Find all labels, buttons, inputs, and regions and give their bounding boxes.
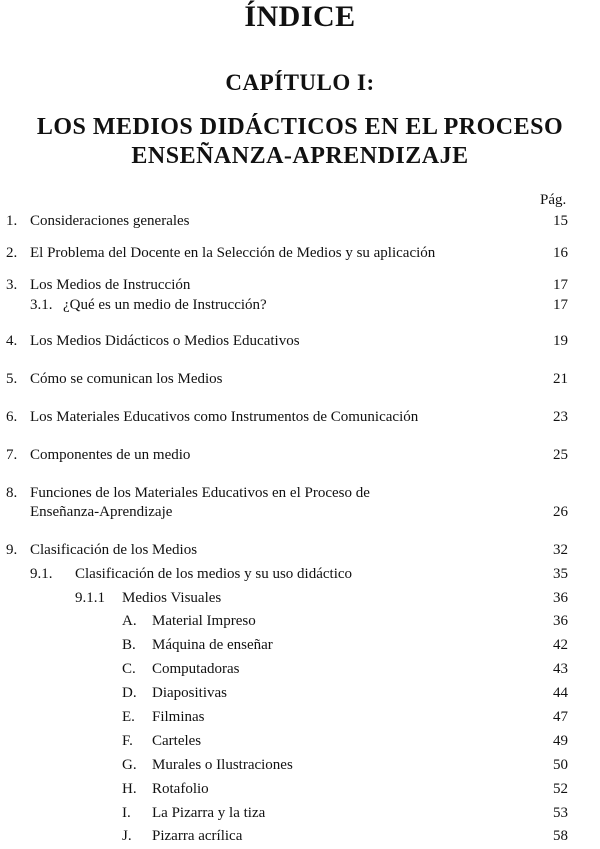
toc-entry (0, 296, 600, 316)
toc-entry-page: 23 (553, 409, 568, 425)
toc-entry (0, 827, 600, 847)
toc-entry-page: 25 (553, 447, 568, 463)
toc-entry-title: Pizarra acrílica (152, 828, 243, 844)
toc-entry-page: 44 (553, 685, 568, 701)
toc-entry-number: 3. (6, 277, 18, 293)
toc-entry-page: 21 (553, 371, 568, 387)
toc-entry-page: 15 (553, 213, 568, 229)
toc-entry-title: Filminas (152, 709, 205, 725)
toc-entry (0, 684, 600, 704)
toc-entry-title: Computadoras (152, 661, 240, 677)
toc-entry-number: E. (122, 709, 135, 725)
toc-entry (0, 589, 600, 609)
toc-entry-page: 26 (553, 504, 568, 520)
toc-entry-page: 47 (553, 709, 568, 725)
toc-entry (0, 756, 600, 776)
toc-entry (0, 565, 600, 585)
toc-entry-number: B. (122, 637, 136, 653)
toc-entry-number: 7. (6, 447, 18, 463)
toc-entry-number: 9. (6, 542, 18, 558)
toc-entry-page: 17 (553, 297, 568, 313)
index-title: ÍNDICE (244, 0, 356, 33)
toc-entry-title: Los Medios de Instrucción (30, 277, 191, 293)
toc-entry-page: 35 (553, 566, 568, 582)
chapter-label: CAPÍTULO I: (225, 70, 375, 95)
toc-entry-number: 3.1. (30, 297, 53, 313)
toc-entry (0, 780, 600, 800)
toc-entry (0, 612, 600, 632)
toc-entry-number: A. (122, 613, 137, 629)
toc-entry (0, 804, 600, 824)
toc-entry-number: 4. (6, 333, 18, 349)
toc-entry-title: Medios Visuales (122, 590, 222, 606)
toc-entry-title: Material Impreso (152, 613, 256, 629)
toc-entry (0, 541, 600, 561)
toc-entry-title: Los Medios Didácticos o Medios Educativos (30, 333, 300, 349)
toc-entry-number: 6. (6, 409, 18, 425)
toc-entry (0, 732, 600, 752)
toc-entry-title: Máquina de enseñar (152, 637, 273, 653)
toc-entry-title: Clasificación de los Medios (30, 542, 198, 558)
toc-entry (0, 636, 600, 656)
toc-entry-title: Cómo se comunican los Medios (30, 371, 223, 387)
toc-entry-title: ¿Qué es un medio de Instrucción? (63, 297, 267, 313)
toc-entry-title: Murales o Ilustraciones (152, 757, 293, 773)
toc-entry-title: La Pizarra y la tiza (152, 805, 266, 821)
toc-entry-page: 50 (553, 757, 568, 773)
toc-entry-title: Rotafolio (152, 781, 209, 797)
toc-entry (0, 446, 600, 466)
toc-entry-title: Consideraciones generales (30, 213, 190, 229)
toc-entry-number: 9.1.1 (75, 590, 105, 606)
toc-entry-title: Los Materiales Educativos como Instrumentos de Comunicación (30, 409, 419, 425)
toc-entry-title: Componentes de un medio (30, 447, 191, 463)
toc-entry-page: 42 (553, 637, 568, 653)
toc-entry (0, 484, 600, 524)
toc-entry (0, 212, 600, 232)
chapter-title-line1: LOS MEDIOS DIDÁCTICOS EN EL PROCESO (36, 114, 564, 140)
toc-entry-title: Diapositivas (152, 685, 227, 701)
toc-entry-number: 8. (6, 485, 18, 501)
toc-entry-page: 43 (553, 661, 568, 677)
toc-entry-title: Funciones de los Materiales Educativos en el Proceso de (30, 485, 370, 501)
toc-entry (0, 370, 600, 390)
toc-entry-number: C. (122, 661, 136, 677)
toc-entry-title: Clasificación de los medios y su uso didáctico (75, 566, 353, 582)
page-column-label: Pág. (540, 192, 567, 208)
toc-entry-page: 32 (553, 542, 568, 558)
toc-entry-title: Carteles (152, 733, 202, 749)
toc-entry-number: H. (122, 781, 137, 797)
toc-entry (0, 244, 600, 264)
toc-entry (0, 708, 600, 728)
chapter-title-line2: ENSEÑANZA-APRENDIZAJE (131, 143, 469, 169)
toc-entry-number: D. (122, 685, 137, 701)
toc-entry-page: 19 (553, 333, 568, 349)
toc-entry-page: 49 (553, 733, 568, 749)
toc-entry-title: El Problema del Docente en la Selección de Medios y su aplicación (30, 245, 436, 261)
toc-entry-number: G. (122, 757, 137, 773)
toc-entry-page: 53 (553, 805, 568, 821)
toc-entry-number: I. (122, 805, 131, 821)
toc-entry-page: 58 (553, 828, 568, 844)
toc-entry-page: 36 (553, 613, 568, 629)
toc-entry-number: 1. (6, 213, 18, 229)
toc-entry-page: 36 (553, 590, 568, 606)
toc-entry-page: 16 (553, 245, 568, 261)
toc-entry (0, 660, 600, 680)
toc-entry-number: 5. (6, 371, 18, 387)
toc-entry-title-line2: Enseñanza-Aprendizaje (30, 504, 173, 520)
toc-entry (0, 276, 600, 296)
toc-entry (0, 332, 600, 352)
toc-entry-number: J. (122, 828, 132, 844)
toc-entry (0, 408, 600, 428)
toc-entry-page: 17 (553, 277, 568, 293)
toc-entry-page: 52 (553, 781, 568, 797)
toc-entry-number: F. (122, 733, 133, 749)
toc-entry-number: 9.1. (30, 566, 53, 582)
toc-entry-number: 2. (6, 245, 18, 261)
